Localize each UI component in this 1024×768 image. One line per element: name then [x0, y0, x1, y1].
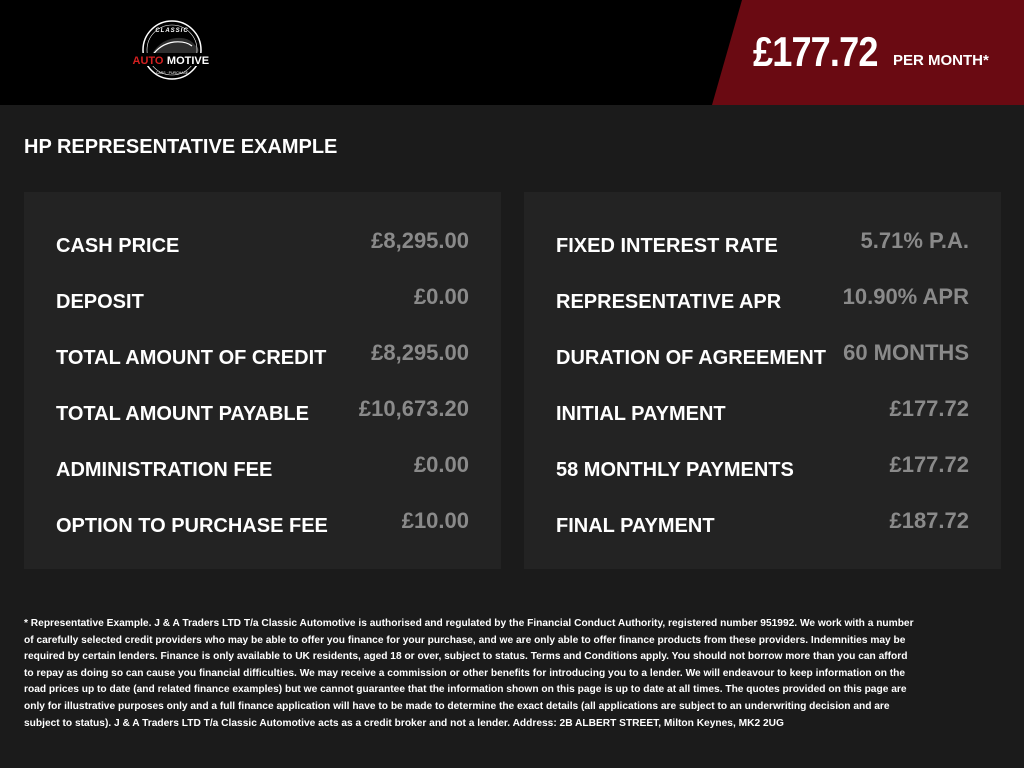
finance-row-label: TOTAL AMOUNT PAYABLE [56, 403, 309, 425]
finance-row [56, 284, 469, 314]
finance-panel-right [524, 192, 1001, 569]
finance-row-label: FINAL PAYMENT [556, 515, 715, 537]
logo-text-tagline: CARS · PURCHASE [155, 71, 189, 75]
finance-row-value: £8,295.00 [371, 340, 469, 365]
monthly-price-suffix: PER MONTH* [893, 52, 989, 69]
finance-row-value: £177.72 [889, 396, 969, 421]
finance-panel-left [24, 192, 501, 569]
finance-row [56, 508, 469, 538]
finance-row-label: 58 MONTHLY PAYMENTS [556, 459, 794, 481]
finance-row [56, 228, 469, 258]
finance-row-value: 60 MONTHS [843, 340, 969, 365]
monthly-price: £177.72 [753, 28, 878, 75]
finance-row-value: £10.00 [401, 508, 469, 533]
finance-row-value: £0.00 [413, 452, 469, 477]
header-bar [0, 0, 1024, 105]
finance-row-value: 5.71% P.A. [860, 228, 969, 253]
finance-row-label: ADMINISTRATION FEE [56, 459, 273, 481]
finance-row-value: £177.72 [889, 452, 969, 477]
finance-row [556, 508, 969, 538]
finance-row-label: TOTAL AMOUNT OF CREDIT [56, 347, 327, 369]
section-title: HP REPRESENTATIVE EXAMPLE [24, 136, 338, 158]
finance-row-label: OPTION TO PURCHASE FEE [56, 515, 328, 537]
finance-row [56, 340, 469, 370]
finance-row [556, 452, 969, 482]
finance-row-value: £187.72 [889, 508, 969, 533]
finance-row [556, 396, 969, 426]
finance-row [556, 228, 969, 258]
logo-text-motive: MOTIVE [166, 55, 210, 67]
finance-row-value: £10,673.20 [358, 396, 469, 421]
finance-row [556, 284, 969, 314]
finance-row [56, 452, 469, 482]
classic-automotive-logo[interactable] [128, 18, 216, 82]
finance-row-label: FIXED INTEREST RATE [556, 235, 778, 257]
finance-row-label: REPRESENTATIVE APR [556, 291, 782, 313]
finance-row-value: £0.00 [413, 284, 469, 309]
logo-text-classic: CLASSIC [155, 28, 189, 34]
finance-disclaimer: * Representative Example. J & A Traders LTD T/a Classic Automotive is authorised and regulated by the Financial Conduct Authority, registered number 951992. We work with a number of carefully selected credit providers who may be able to offer you finance for your purchase, and we are only able to offer finance products from these providers. Indemnities may be required by certain lenders. Finance is only available to UK residents, aged 18 or over, subject to status. Terms and Conditions apply. You should not borrow more than you can afford to repay as doing so can cause you financial difficulties. We may receive a commission or other benefits for introducing you to a lender. We will endeavour to keep information on the road prices up to date (and related finance examples) but we cannot guarantee that the information shown on this page is up to date at all times. The quotes provided on this page are only for illustrative purposes only and a full finance application will have to be made to determine the exact details (all applications are subject to an underwriting decision and are subject to status). J & A Traders LTD T/a Classic Automotive acts as a credit broker and not a lender. Address: 2B ALBERT STREET, Milton Keynes, MK2 2UG [24, 618, 914, 729]
finance-row-value: £8,295.00 [371, 228, 469, 253]
finance-row-label: DEPOSIT [56, 291, 144, 313]
finance-row [556, 340, 969, 370]
finance-row-label: INITIAL PAYMENT [556, 403, 726, 425]
finance-row-value: 10.90% APR [842, 284, 969, 309]
finance-row-label: DURATION OF AGREEMENT [556, 347, 826, 369]
logo-text-auto: AUTO [132, 55, 164, 67]
finance-row [56, 396, 469, 426]
finance-row-label: CASH PRICE [56, 235, 180, 257]
